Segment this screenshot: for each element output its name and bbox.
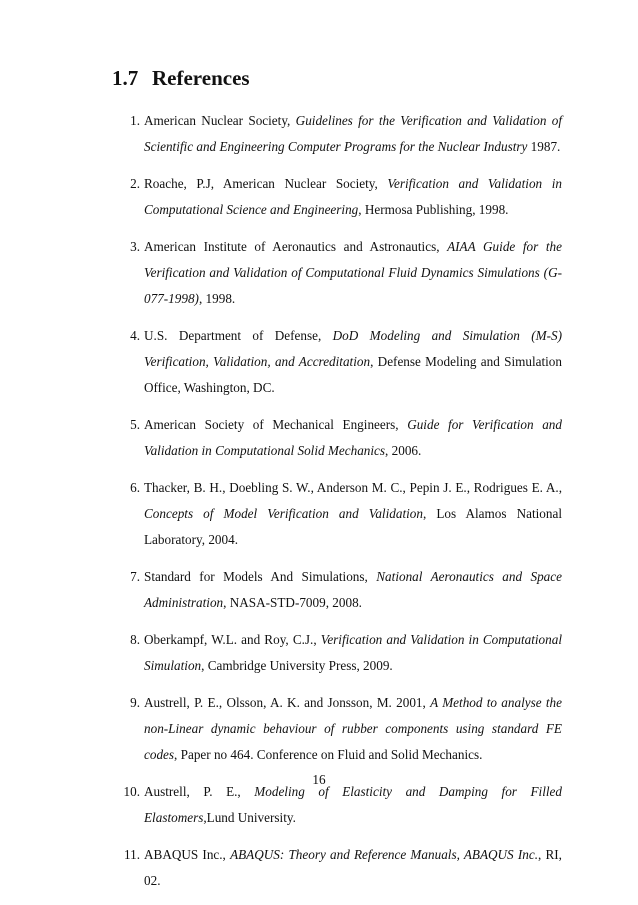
reference-title: A Method to analyse the non-Linear dynamic behaviour of rubber components using standard FE codes — [144, 695, 562, 762]
reference-item — [116, 234, 562, 312]
reference-text: , 2006. — [385, 443, 422, 458]
page-number: 16 — [312, 772, 326, 787]
reference-item — [116, 690, 562, 768]
reference-item — [116, 323, 562, 401]
section-heading — [112, 66, 250, 91]
reference-index: 7. — [130, 569, 140, 584]
reference-item — [116, 412, 562, 464]
reference-text: , Cambridge University Press, 2009. — [201, 658, 393, 673]
reference-index: 3. — [130, 239, 140, 254]
reference-text: , Los Alamos National Laboratory, 2004. — [144, 506, 562, 547]
reference-text: American Nuclear Society, — [144, 113, 296, 128]
reference-index: 6. — [130, 480, 140, 495]
reference-text: , NASA-STD-7009, 2008. — [223, 595, 362, 610]
reference-title: Concepts of Model Verification and Validation — [144, 506, 423, 521]
reference-index: 2. — [130, 176, 140, 191]
reference-text: , Defense Modeling and Simulation Office, Washington, DC. — [144, 354, 562, 395]
reference-index: 8. — [130, 632, 140, 647]
reference-text: U.S. Department of Defense, — [144, 328, 333, 343]
reference-item — [116, 842, 562, 894]
reference-text: , RI, 02. — [144, 847, 562, 888]
reference-item — [116, 627, 562, 679]
reference-title: ABAQUS: Theory and Reference Manuals, ABAQUS Inc. — [230, 847, 538, 862]
reference-index: 9. — [130, 695, 140, 710]
reference-text: , Hermosa Publishing, 1998. — [358, 202, 509, 217]
reference-text: Austrell, P. E., — [144, 784, 255, 799]
reference-item — [116, 108, 562, 160]
reference-title: Verification and Validation in Computational Simulation — [144, 632, 563, 673]
reference-title: Modeling of Elasticity and Damping for Filled Elastomers — [144, 784, 562, 825]
reference-text: , 1998. — [198, 291, 236, 306]
reference-text: Standard for Models And Simulations, — [144, 569, 377, 584]
section-number: 1.7 — [112, 66, 139, 90]
reference-index: 11. — [124, 847, 140, 862]
reference-title: Verification and Validation in Computational Science and Engineering — [144, 176, 562, 217]
reference-title: DoD Modeling and Simulation (M-S) Verification, Validation, and Accreditation — [144, 328, 562, 369]
section-title: References — [152, 66, 250, 90]
reference-text: Austrell, P. E., Olsson, A. K. and Jonsson, M. 2001, — [144, 695, 431, 710]
reference-index: 10. — [123, 784, 140, 799]
reference-text: Thacker, B. H., Doebling S. W., Anderson M. C., Pepin J. E., Rodrigues E. A., — [144, 480, 562, 495]
reference-text: American Institute of Aeronautics and Astronautics, — [144, 239, 448, 254]
reference-index: 5. — [130, 417, 140, 432]
reference-title: Guide for Verification and Validation in Computational Solid Mechanics — [144, 417, 562, 458]
reference-text: 1987. — [527, 139, 561, 154]
reference-item — [116, 475, 562, 553]
reference-text: ,Lund University. — [203, 810, 296, 825]
reference-title: National Aeronautics and Space Administration — [144, 569, 562, 610]
reference-text: American Society of Mechanical Engineers, — [144, 417, 408, 432]
reference-text: Oberkampf, W.L. and Roy, C.J., — [144, 632, 321, 647]
reference-text: Roache, P.J, American Nuclear Society, — [144, 176, 388, 191]
reference-item — [116, 564, 562, 616]
reference-title: Guidelines for the Verification and Validation of Scientific and Engineering Computer Programs for the Nuclear Industry — [144, 113, 562, 154]
reference-title: AIAA Guide for the Verification and Validation of Computational Fluid Dynamics Simulations (G-077-1998) — [144, 239, 562, 306]
reference-index: 1. — [130, 113, 140, 128]
reference-item — [116, 171, 562, 223]
reference-text: , Paper no 464. Conference on Fluid and Solid Mechanics. — [174, 747, 483, 762]
reference-index: 4. — [130, 328, 140, 343]
reference-text: ABAQUS Inc., — [144, 847, 231, 862]
